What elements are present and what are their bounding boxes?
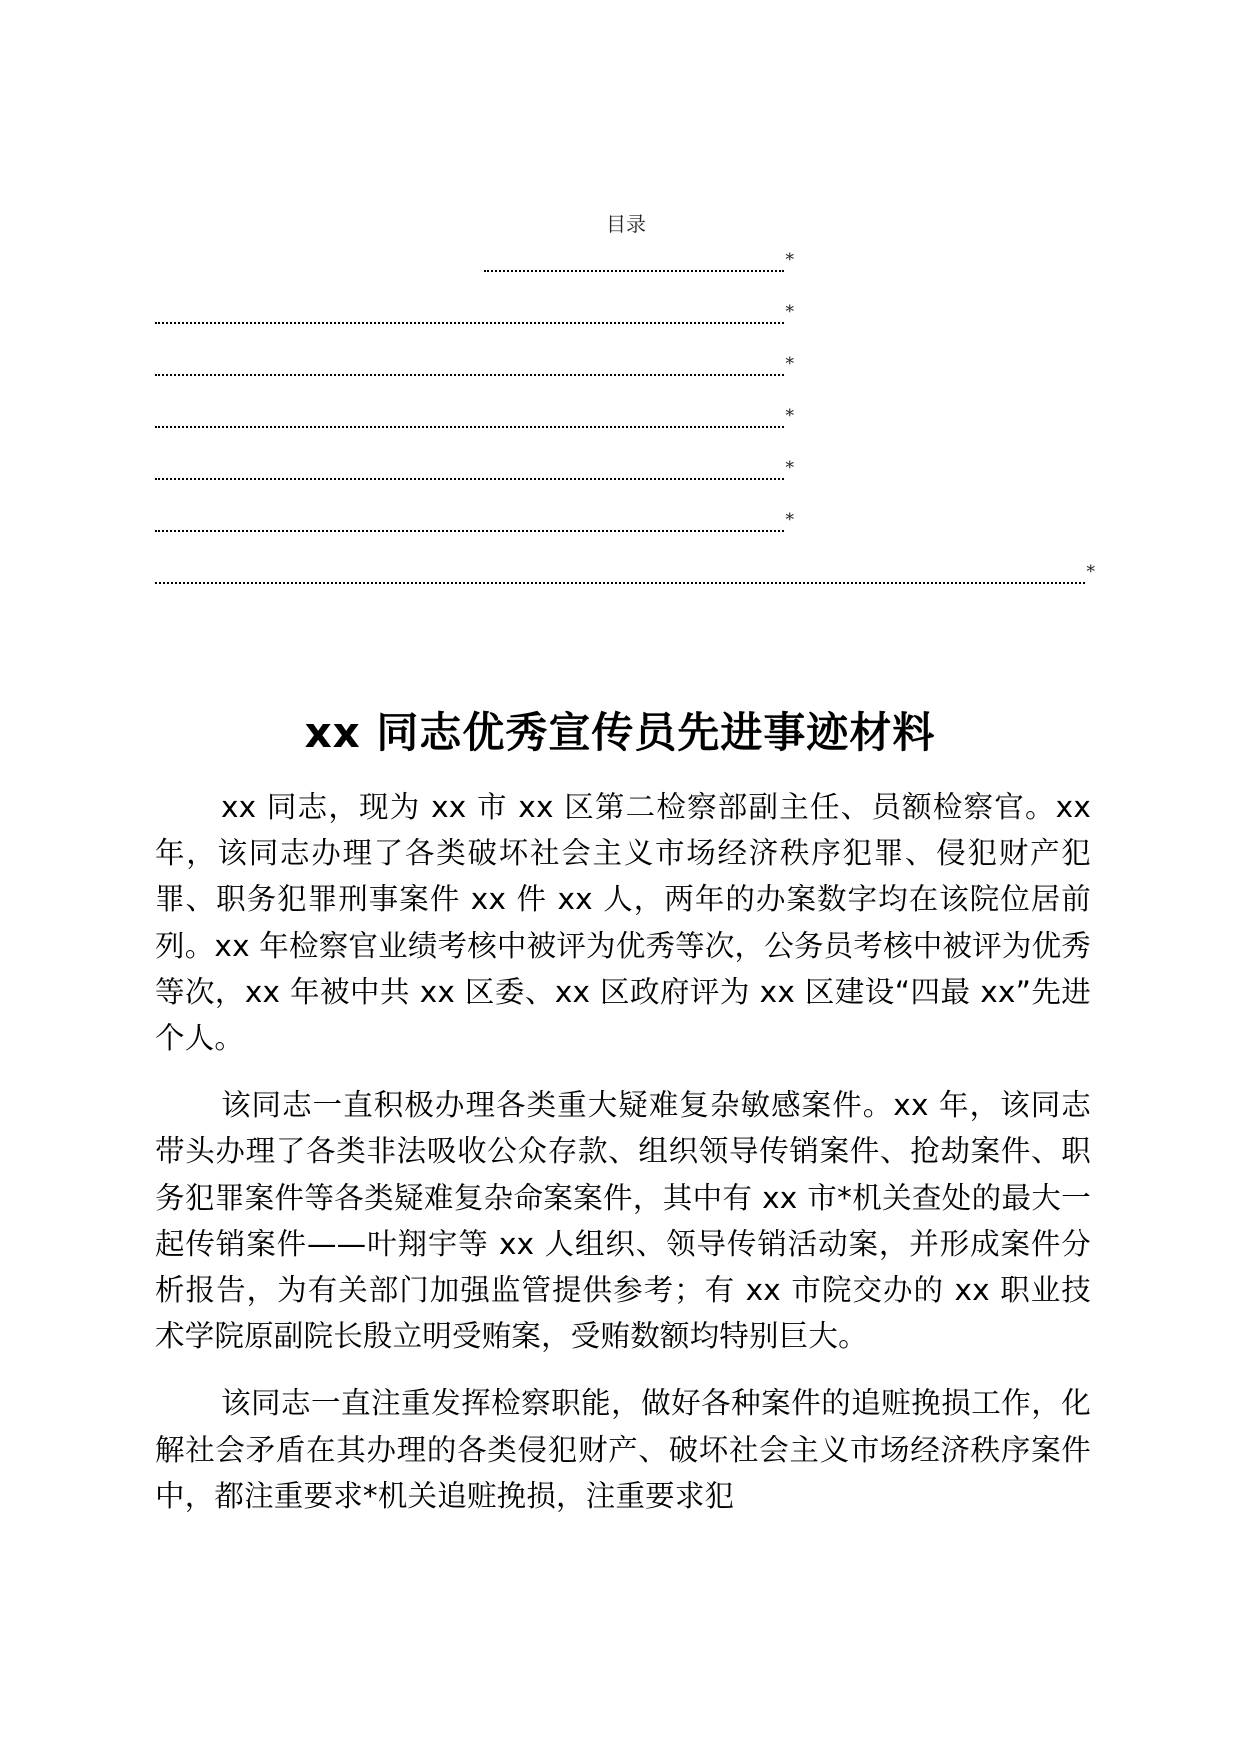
- toc-page-number: *: [785, 458, 794, 478]
- toc-page-number: *: [785, 354, 794, 374]
- toc-leader-dots: [484, 270, 784, 272]
- toc-entry[interactable]: [155, 564, 1095, 588]
- toc-entry[interactable]: [155, 408, 794, 432]
- toc-page-number: *: [1086, 562, 1095, 582]
- toc-page-number: *: [785, 510, 794, 530]
- toc-heading: 目录: [606, 212, 646, 236]
- paragraph: 该同志一直积极办理各类重大疑难复杂敏感案件。xx 年，该同志带头办理了各类非法吸收公众存款、组织领导传销案件、抢劫案件、职务犯罪案件等各类疑难复杂命案案件，其中有 xx 市*机关查处的最大一起传销案件——叶翔宇等 xx 人组织、领导传销活动案，并形成案件分析报告，为有关部门加强监管提供参考；有 xx 市院交办的 xx 职业技术学院原副院长殷立明受贿案，受贿数额均特别巨大。: [155, 1088, 1091, 1354]
- toc-entry[interactable]: [155, 356, 794, 380]
- toc-leader-dots: [155, 322, 784, 324]
- toc-entry[interactable]: [155, 460, 794, 484]
- toc-leader-dots: [155, 530, 784, 532]
- document-title: xx 同志优秀宣传员先进事迹材料: [304, 708, 936, 758]
- toc-leader-dots: [155, 374, 784, 376]
- toc-entry[interactable]: [155, 512, 794, 536]
- toc-leader-dots: [155, 478, 784, 480]
- paragraph: 该同志一直注重发挥检察职能，做好各种案件的追赃挽损工作，化解社会矛盾在其办理的各类侵犯财产、破坏社会主义市场经济秩序案件中，都注重要求*机关追赃挽损，注重要求犯: [155, 1386, 1091, 1513]
- toc-entry[interactable]: [155, 304, 794, 328]
- toc-page-number: *: [785, 250, 794, 270]
- toc-page-number: *: [785, 302, 794, 322]
- toc-leader-dots: [155, 426, 784, 428]
- toc-entry[interactable]: [484, 252, 794, 276]
- toc-leader-dots: [155, 582, 1085, 584]
- paragraph: xx 同志，现为 xx 市 xx 区第二检察部副主任、员额检察官。xx 年，该同志办理了各类破坏社会主义市场经济秩序犯罪、侵犯财产犯罪、职务犯罪刑事案件 xx 件 xx 人，两年的办案数字均在该院位居前列。xx 年检察官业绩考核中被评为优秀等次，公务员考核中被评为优秀等次，xx 年被中共 xx 区委、xx 区政府评为 xx 区建设“四最 xx”先进个人。: [155, 790, 1091, 1056]
- toc-page-number: *: [785, 406, 794, 426]
- document-body: [155, 784, 1091, 1540]
